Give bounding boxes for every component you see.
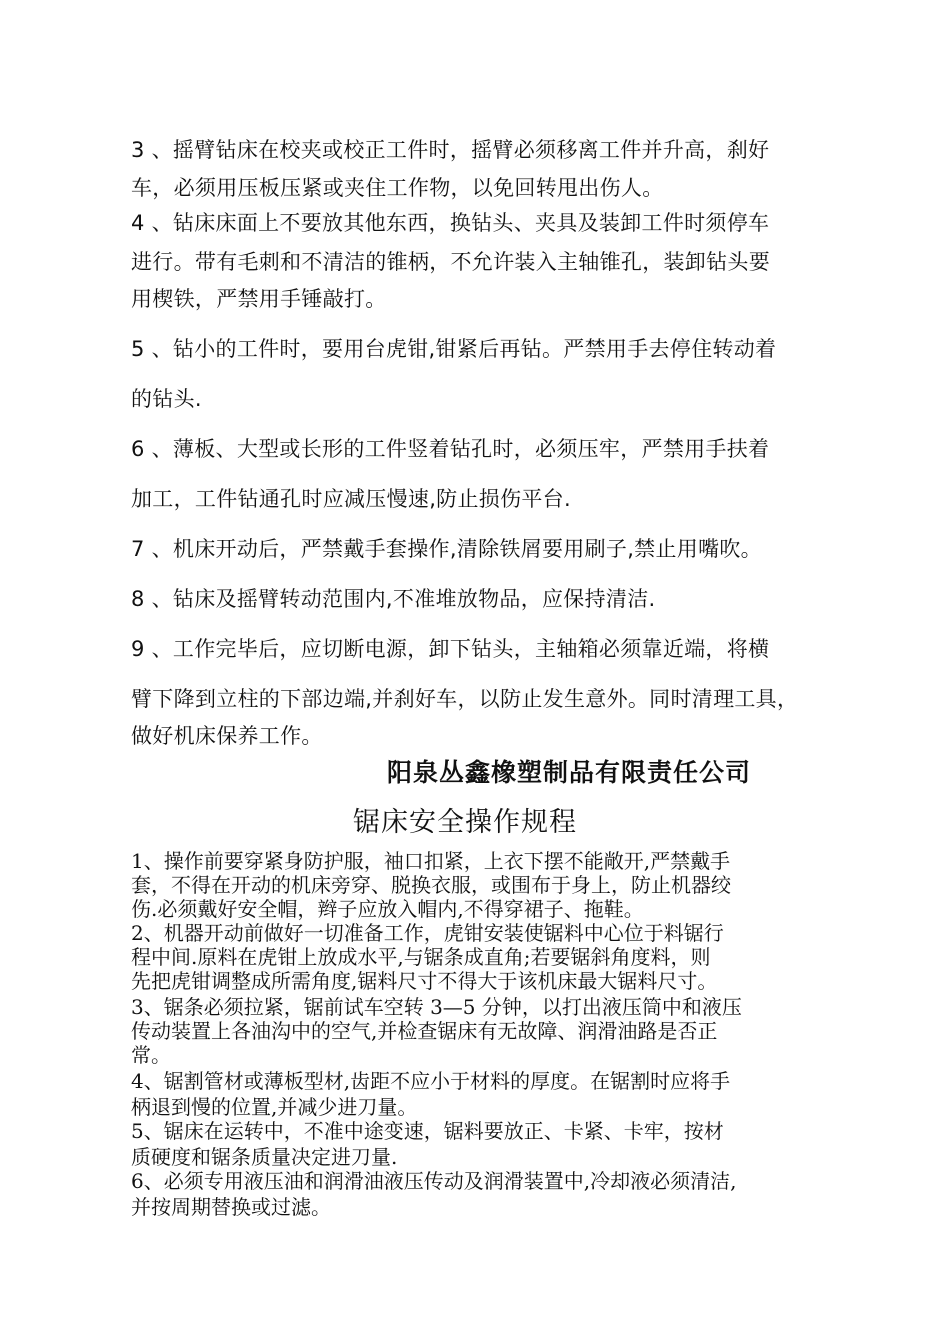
- paragraph-line: 进行。带有毛刺和不清洁的锥柄，不允许装入主轴锥孔，装卸钻头要: [131, 250, 770, 274]
- company-name: 阳泉丛鑫橡塑制品有限责任公司: [387, 758, 752, 787]
- paragraph-line: 4、锯割管材或薄板型材,齿距不应小于材料的厚度。在锯割时应将手: [131, 1069, 731, 1093]
- paragraph-line: 2、机器开动前做好一切准备工作，虎钳安装使锯料中心位于料锯行: [131, 921, 724, 945]
- paragraph-line: 6、必须专用液压油和润滑油液压传动及润滑装置中,冷却液必须清洁,: [131, 1169, 737, 1193]
- paragraph-line: 套，不得在开动的机床旁穿、脱换衣服，或围布于身上，防止机器绞: [131, 873, 731, 897]
- paragraph-line: 7 、机床开动后，严禁戴手套操作,清除铁屑要用刷子,禁止用嘴吹。: [131, 537, 762, 561]
- paragraph-line: 5、锯床在运转中，不准中途变速，锯料要放正、卡紧、卡牢，按材: [131, 1119, 724, 1143]
- paragraph-line: 3、锯条必须拉紧，锯前试车空转 3—5 分钟，以打出液压筒中和液压: [131, 995, 742, 1019]
- paragraph-line: 常。: [131, 1043, 171, 1067]
- paragraph-line: 6 、薄板、大型或长形的工件竖着钻孔时，必须压牢，严禁用手扶着: [131, 437, 770, 461]
- paragraph-line: 5 、钻小的工件时，要用台虎钳,钳紧后再钻。严禁用手去停住转动着: [131, 337, 777, 361]
- paragraph-line: 加工，工件钻通孔时应减压慢速,防止损伤平台.: [131, 487, 571, 511]
- paragraph-line: 用楔铁，严禁用手锤敲打。: [131, 287, 387, 311]
- paragraph-line: 1、操作前要穿紧身防护服，袖口扣紧，上衣下摆不能敞开,严禁戴手: [131, 849, 731, 873]
- paragraph-line: 臂下降到立柱的下部边端,并刹好车，以防止发生意外。同时清理工具，: [131, 687, 799, 711]
- paragraph-line: 3 、摇臂钻床在校夹或校正工件时，摇臂必须移离工件并升高，刹好: [131, 138, 770, 162]
- paragraph-line: 9 、工作完毕后，应切断电源，卸下钻头，主轴箱必须靠近端，将横: [131, 637, 770, 661]
- paragraph-line: 8 、钻床及摇臂转动范围内,不准堆放物品，应保持清洁.: [131, 587, 656, 611]
- paragraph-line: 柄退到慢的位置,并减少进刀量。: [131, 1095, 418, 1119]
- paragraph-line: 质硬度和锯条质量决定进刀量.: [131, 1145, 398, 1169]
- paragraph-line: 并按周期替换或过滤。: [131, 1195, 331, 1219]
- paragraph-line: 做好机床保养工作。: [131, 724, 323, 748]
- paragraph-line: 的钻头.: [131, 387, 202, 411]
- paragraph-line: 程中间.原料在虎钳上放成水平,与锯条成直角;若要锯斜角度料，则: [131, 945, 711, 969]
- paragraph-line: 车，必须用压板压紧或夹住工作物，以免回转甩出伤人。: [131, 176, 664, 200]
- paragraph-line: 传动装置上各油沟中的空气,并检查锯床有无故障、润滑油路是否正: [131, 1019, 718, 1043]
- paragraph-line: 伤.必须戴好安全帽，辫子应放入帽内,不得穿裙子、拖鞋。: [131, 897, 644, 921]
- paragraph-line: 4 、钻床床面上不要放其他东西，换钻头、夹具及装卸工件时须停车: [131, 211, 770, 235]
- paragraph-line: 先把虎钳调整成所需角度,锯料尺寸不得大于该机床最大锯料尺寸。: [131, 969, 718, 993]
- document-title: 锯床安全操作规程: [353, 807, 577, 838]
